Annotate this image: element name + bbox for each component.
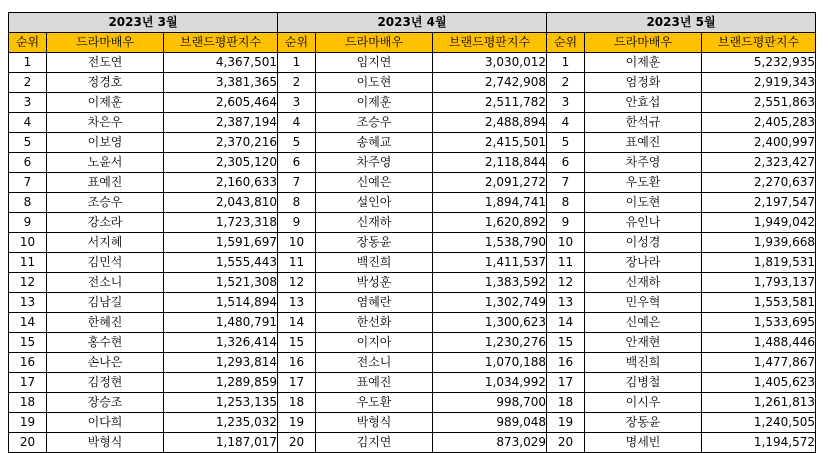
score-cell: 3,381,365	[164, 73, 278, 93]
table-row	[278, 293, 547, 313]
score-cell: 2,919,343	[702, 73, 816, 93]
rank-cell: 11	[9, 253, 47, 273]
score-cell: 1,300,623	[433, 313, 547, 333]
month-table	[546, 12, 816, 453]
name-cell: 안효섭	[585, 93, 702, 113]
rank-header: 순위	[278, 33, 316, 53]
name-cell: 이시우	[585, 393, 702, 413]
name-cell: 신재하	[585, 273, 702, 293]
score-cell: 2,511,782	[433, 93, 547, 113]
table-row	[278, 273, 547, 293]
name-cell: 민우혁	[585, 293, 702, 313]
name-cell: 장승조	[47, 393, 164, 413]
rank-cell: 9	[547, 213, 585, 233]
name-cell: 이제훈	[47, 93, 164, 113]
table-row	[278, 253, 547, 273]
rank-cell: 1	[278, 53, 316, 73]
score-cell: 1,514,894	[164, 293, 278, 313]
table-row	[547, 153, 816, 173]
rank-cell: 3	[547, 93, 585, 113]
table-row	[547, 113, 816, 133]
score-cell: 2,488,894	[433, 113, 547, 133]
score-header: 브랜드평판지수	[702, 33, 816, 53]
name-cell: 전도연	[47, 53, 164, 73]
score-cell: 1,819,531	[702, 253, 816, 273]
name-cell: 전소니	[47, 273, 164, 293]
table-row	[278, 53, 547, 73]
rank-cell: 14	[547, 313, 585, 333]
name-cell: 우도환	[585, 173, 702, 193]
rank-cell: 18	[278, 393, 316, 413]
score-cell: 2,400,997	[702, 133, 816, 153]
table-row	[9, 153, 278, 173]
month-table	[8, 12, 278, 453]
rank-cell: 3	[9, 93, 47, 113]
score-header: 브랜드평판지수	[433, 33, 547, 53]
table-row	[9, 233, 278, 253]
table-row	[9, 433, 278, 453]
name-cell: 이다희	[47, 413, 164, 433]
table-row	[278, 133, 547, 153]
rank-cell: 8	[547, 193, 585, 213]
rank-cell: 10	[547, 233, 585, 253]
name-cell: 조승우	[316, 113, 433, 133]
table-row	[547, 253, 816, 273]
table-row	[547, 393, 816, 413]
score-cell: 1,477,867	[702, 353, 816, 373]
table-row	[547, 53, 816, 73]
score-cell: 1,261,813	[702, 393, 816, 413]
score-cell: 1,553,581	[702, 293, 816, 313]
table-row	[547, 293, 816, 313]
table-row	[278, 153, 547, 173]
name-cell: 임지연	[316, 53, 433, 73]
score-cell: 1,488,446	[702, 333, 816, 353]
table-row	[278, 213, 547, 233]
table-row	[9, 173, 278, 193]
score-cell: 1,480,791	[164, 313, 278, 333]
rank-cell: 1	[9, 53, 47, 73]
score-cell: 1,521,308	[164, 273, 278, 293]
table-row	[278, 113, 547, 133]
score-cell: 3,030,012	[433, 53, 547, 73]
table-row	[278, 193, 547, 213]
rank-cell: 7	[547, 173, 585, 193]
name-cell: 유인나	[585, 213, 702, 233]
name-header: 드라마배우	[47, 33, 164, 53]
name-cell: 박성훈	[316, 273, 433, 293]
name-cell: 장나라	[585, 253, 702, 273]
rank-cell: 16	[547, 353, 585, 373]
table-row	[9, 93, 278, 113]
table-row	[547, 313, 816, 333]
rank-cell: 11	[278, 253, 316, 273]
rank-cell: 12	[278, 273, 316, 293]
name-cell: 장동윤	[316, 233, 433, 253]
rank-cell: 20	[9, 433, 47, 453]
name-cell: 신재하	[316, 213, 433, 233]
score-cell: 2,160,633	[164, 173, 278, 193]
rank-cell: 12	[9, 273, 47, 293]
score-cell: 989,048	[433, 413, 547, 433]
table-row	[547, 333, 816, 353]
score-cell: 2,551,863	[702, 93, 816, 113]
name-cell: 신예은	[585, 313, 702, 333]
table-row	[547, 373, 816, 393]
table-row	[547, 193, 816, 213]
table-row	[547, 133, 816, 153]
name-header: 드라마배우	[585, 33, 702, 53]
score-cell: 1,411,537	[433, 253, 547, 273]
name-cell: 서지혜	[47, 233, 164, 253]
name-cell: 한석규	[585, 113, 702, 133]
score-cell: 1,793,137	[702, 273, 816, 293]
rank-cell: 14	[9, 313, 47, 333]
rank-cell: 8	[278, 193, 316, 213]
name-cell: 설인아	[316, 193, 433, 213]
table-row	[9, 73, 278, 93]
table-row	[547, 413, 816, 433]
name-cell: 안재현	[585, 333, 702, 353]
rank-cell: 9	[278, 213, 316, 233]
name-cell: 한선화	[316, 313, 433, 333]
score-cell: 2,742,908	[433, 73, 547, 93]
month-title: 2023년 5월	[547, 13, 816, 33]
table-row	[278, 233, 547, 253]
rank-cell: 19	[9, 413, 47, 433]
rank-cell: 19	[278, 413, 316, 433]
rank-header: 순위	[547, 33, 585, 53]
table-row	[547, 93, 816, 113]
score-cell: 1,235,032	[164, 413, 278, 433]
rank-cell: 10	[9, 233, 47, 253]
table-row	[9, 253, 278, 273]
score-cell: 2,118,844	[433, 153, 547, 173]
name-cell: 송혜교	[316, 133, 433, 153]
rank-cell: 16	[9, 353, 47, 373]
name-cell: 한혜진	[47, 313, 164, 333]
table-row	[278, 413, 547, 433]
rank-header: 순위	[9, 33, 47, 53]
rank-cell: 3	[278, 93, 316, 113]
rank-cell: 6	[547, 153, 585, 173]
table-row	[9, 53, 278, 73]
score-cell: 1,405,623	[702, 373, 816, 393]
table-row	[547, 353, 816, 373]
name-header: 드라마배우	[316, 33, 433, 53]
rank-cell: 15	[9, 333, 47, 353]
rank-cell: 10	[278, 233, 316, 253]
rank-cell: 18	[9, 393, 47, 413]
table-row	[9, 273, 278, 293]
ranking-tables	[8, 12, 816, 453]
table-row	[9, 393, 278, 413]
rank-cell: 5	[9, 133, 47, 153]
score-cell: 2,091,272	[433, 173, 547, 193]
rank-cell: 17	[278, 373, 316, 393]
rank-cell: 1	[547, 53, 585, 73]
score-cell: 2,197,547	[702, 193, 816, 213]
name-cell: 이보영	[47, 133, 164, 153]
name-cell: 장동윤	[585, 413, 702, 433]
name-cell: 차주영	[316, 153, 433, 173]
name-cell: 강소라	[47, 213, 164, 233]
score-cell: 2,370,216	[164, 133, 278, 153]
name-cell: 백진희	[316, 253, 433, 273]
name-cell: 엄정화	[585, 73, 702, 93]
table-row	[9, 353, 278, 373]
score-cell: 2,387,194	[164, 113, 278, 133]
name-cell: 노윤서	[47, 153, 164, 173]
name-cell: 이도현	[316, 73, 433, 93]
rank-cell: 6	[9, 153, 47, 173]
score-cell: 2,305,120	[164, 153, 278, 173]
table-row	[547, 73, 816, 93]
rank-cell: 13	[547, 293, 585, 313]
table-row	[9, 193, 278, 213]
table-row	[278, 393, 547, 413]
score-cell: 2,405,283	[702, 113, 816, 133]
table-row	[9, 293, 278, 313]
name-cell: 김민석	[47, 253, 164, 273]
name-cell: 박형식	[316, 413, 433, 433]
score-cell: 1,289,859	[164, 373, 278, 393]
rank-cell: 4	[278, 113, 316, 133]
score-cell: 1,538,790	[433, 233, 547, 253]
name-cell: 정경호	[47, 73, 164, 93]
name-cell: 이제훈	[585, 53, 702, 73]
score-cell: 1,533,695	[702, 313, 816, 333]
table-row	[9, 313, 278, 333]
table-row	[547, 213, 816, 233]
table-row	[278, 93, 547, 113]
rank-cell: 17	[547, 373, 585, 393]
table-row	[278, 353, 547, 373]
name-cell: 차은우	[47, 113, 164, 133]
name-cell: 이제훈	[316, 93, 433, 113]
name-cell: 차주영	[585, 153, 702, 173]
rank-cell: 9	[9, 213, 47, 233]
rank-cell: 2	[9, 73, 47, 93]
name-cell: 이도현	[585, 193, 702, 213]
score-cell: 1,070,188	[433, 353, 547, 373]
table-row	[9, 213, 278, 233]
score-cell: 2,415,501	[433, 133, 547, 153]
rank-cell: 4	[547, 113, 585, 133]
name-cell: 표예진	[316, 373, 433, 393]
rank-cell: 20	[547, 433, 585, 453]
name-cell: 김정현	[47, 373, 164, 393]
score-cell: 1,034,992	[433, 373, 547, 393]
month-title: 2023년 4월	[278, 13, 547, 33]
rank-cell: 17	[9, 373, 47, 393]
table-row	[9, 333, 278, 353]
rank-cell: 18	[547, 393, 585, 413]
table-row	[547, 433, 816, 453]
rank-cell: 7	[9, 173, 47, 193]
score-cell: 1,620,892	[433, 213, 547, 233]
name-cell: 표예진	[585, 133, 702, 153]
score-cell: 4,367,501	[164, 53, 278, 73]
table-row	[278, 73, 547, 93]
table-row	[278, 173, 547, 193]
name-cell: 김남길	[47, 293, 164, 313]
score-cell: 1,591,697	[164, 233, 278, 253]
name-cell: 이지아	[316, 333, 433, 353]
score-cell: 1,949,042	[702, 213, 816, 233]
table-row	[547, 173, 816, 193]
score-cell: 1,939,668	[702, 233, 816, 253]
score-cell: 2,323,427	[702, 153, 816, 173]
score-cell: 1,293,814	[164, 353, 278, 373]
score-cell: 1,302,749	[433, 293, 547, 313]
rank-cell: 15	[278, 333, 316, 353]
table-row	[547, 233, 816, 253]
name-cell: 백진희	[585, 353, 702, 373]
score-header: 브랜드평판지수	[164, 33, 278, 53]
score-cell: 1,723,318	[164, 213, 278, 233]
name-cell: 염혜란	[316, 293, 433, 313]
rank-cell: 11	[547, 253, 585, 273]
rank-cell: 2	[278, 73, 316, 93]
rank-cell: 5	[278, 133, 316, 153]
score-cell: 998,700	[433, 393, 547, 413]
rank-cell: 6	[278, 153, 316, 173]
table-row	[9, 413, 278, 433]
rank-cell: 7	[278, 173, 316, 193]
score-cell: 5,232,935	[702, 53, 816, 73]
name-cell: 김지연	[316, 433, 433, 453]
table-row	[278, 373, 547, 393]
table-row	[278, 433, 547, 453]
rank-cell: 20	[278, 433, 316, 453]
table-row	[9, 133, 278, 153]
name-cell: 박형식	[47, 433, 164, 453]
score-cell: 1,326,414	[164, 333, 278, 353]
score-cell: 2,605,464	[164, 93, 278, 113]
name-cell: 명세빈	[585, 433, 702, 453]
rank-cell: 13	[9, 293, 47, 313]
month-title: 2023년 3월	[9, 13, 278, 33]
name-cell: 우도환	[316, 393, 433, 413]
score-cell: 1,383,592	[433, 273, 547, 293]
score-cell: 873,029	[433, 433, 547, 453]
score-cell: 2,043,810	[164, 193, 278, 213]
score-cell: 1,187,017	[164, 433, 278, 453]
rank-cell: 12	[547, 273, 585, 293]
rank-cell: 19	[547, 413, 585, 433]
table-row	[9, 113, 278, 133]
score-cell: 1,555,443	[164, 253, 278, 273]
table-row	[278, 313, 547, 333]
rank-cell: 14	[278, 313, 316, 333]
name-cell: 표예진	[47, 173, 164, 193]
name-cell: 신예은	[316, 173, 433, 193]
table-row	[9, 373, 278, 393]
table-row	[547, 273, 816, 293]
name-cell: 전소니	[316, 353, 433, 373]
score-cell: 1,894,741	[433, 193, 547, 213]
rank-cell: 5	[547, 133, 585, 153]
score-cell: 1,240,505	[702, 413, 816, 433]
name-cell: 손나은	[47, 353, 164, 373]
name-cell: 이성경	[585, 233, 702, 253]
rank-cell: 16	[278, 353, 316, 373]
rank-cell: 4	[9, 113, 47, 133]
rank-cell: 13	[278, 293, 316, 313]
score-cell: 1,194,572	[702, 433, 816, 453]
month-table	[277, 12, 547, 453]
rank-cell: 8	[9, 193, 47, 213]
rank-cell: 2	[547, 73, 585, 93]
table-row	[278, 333, 547, 353]
rank-cell: 15	[547, 333, 585, 353]
score-cell: 1,253,135	[164, 393, 278, 413]
name-cell: 김병철	[585, 373, 702, 393]
score-cell: 2,270,637	[702, 173, 816, 193]
name-cell: 홍수현	[47, 333, 164, 353]
name-cell: 조승우	[47, 193, 164, 213]
score-cell: 1,230,276	[433, 333, 547, 353]
